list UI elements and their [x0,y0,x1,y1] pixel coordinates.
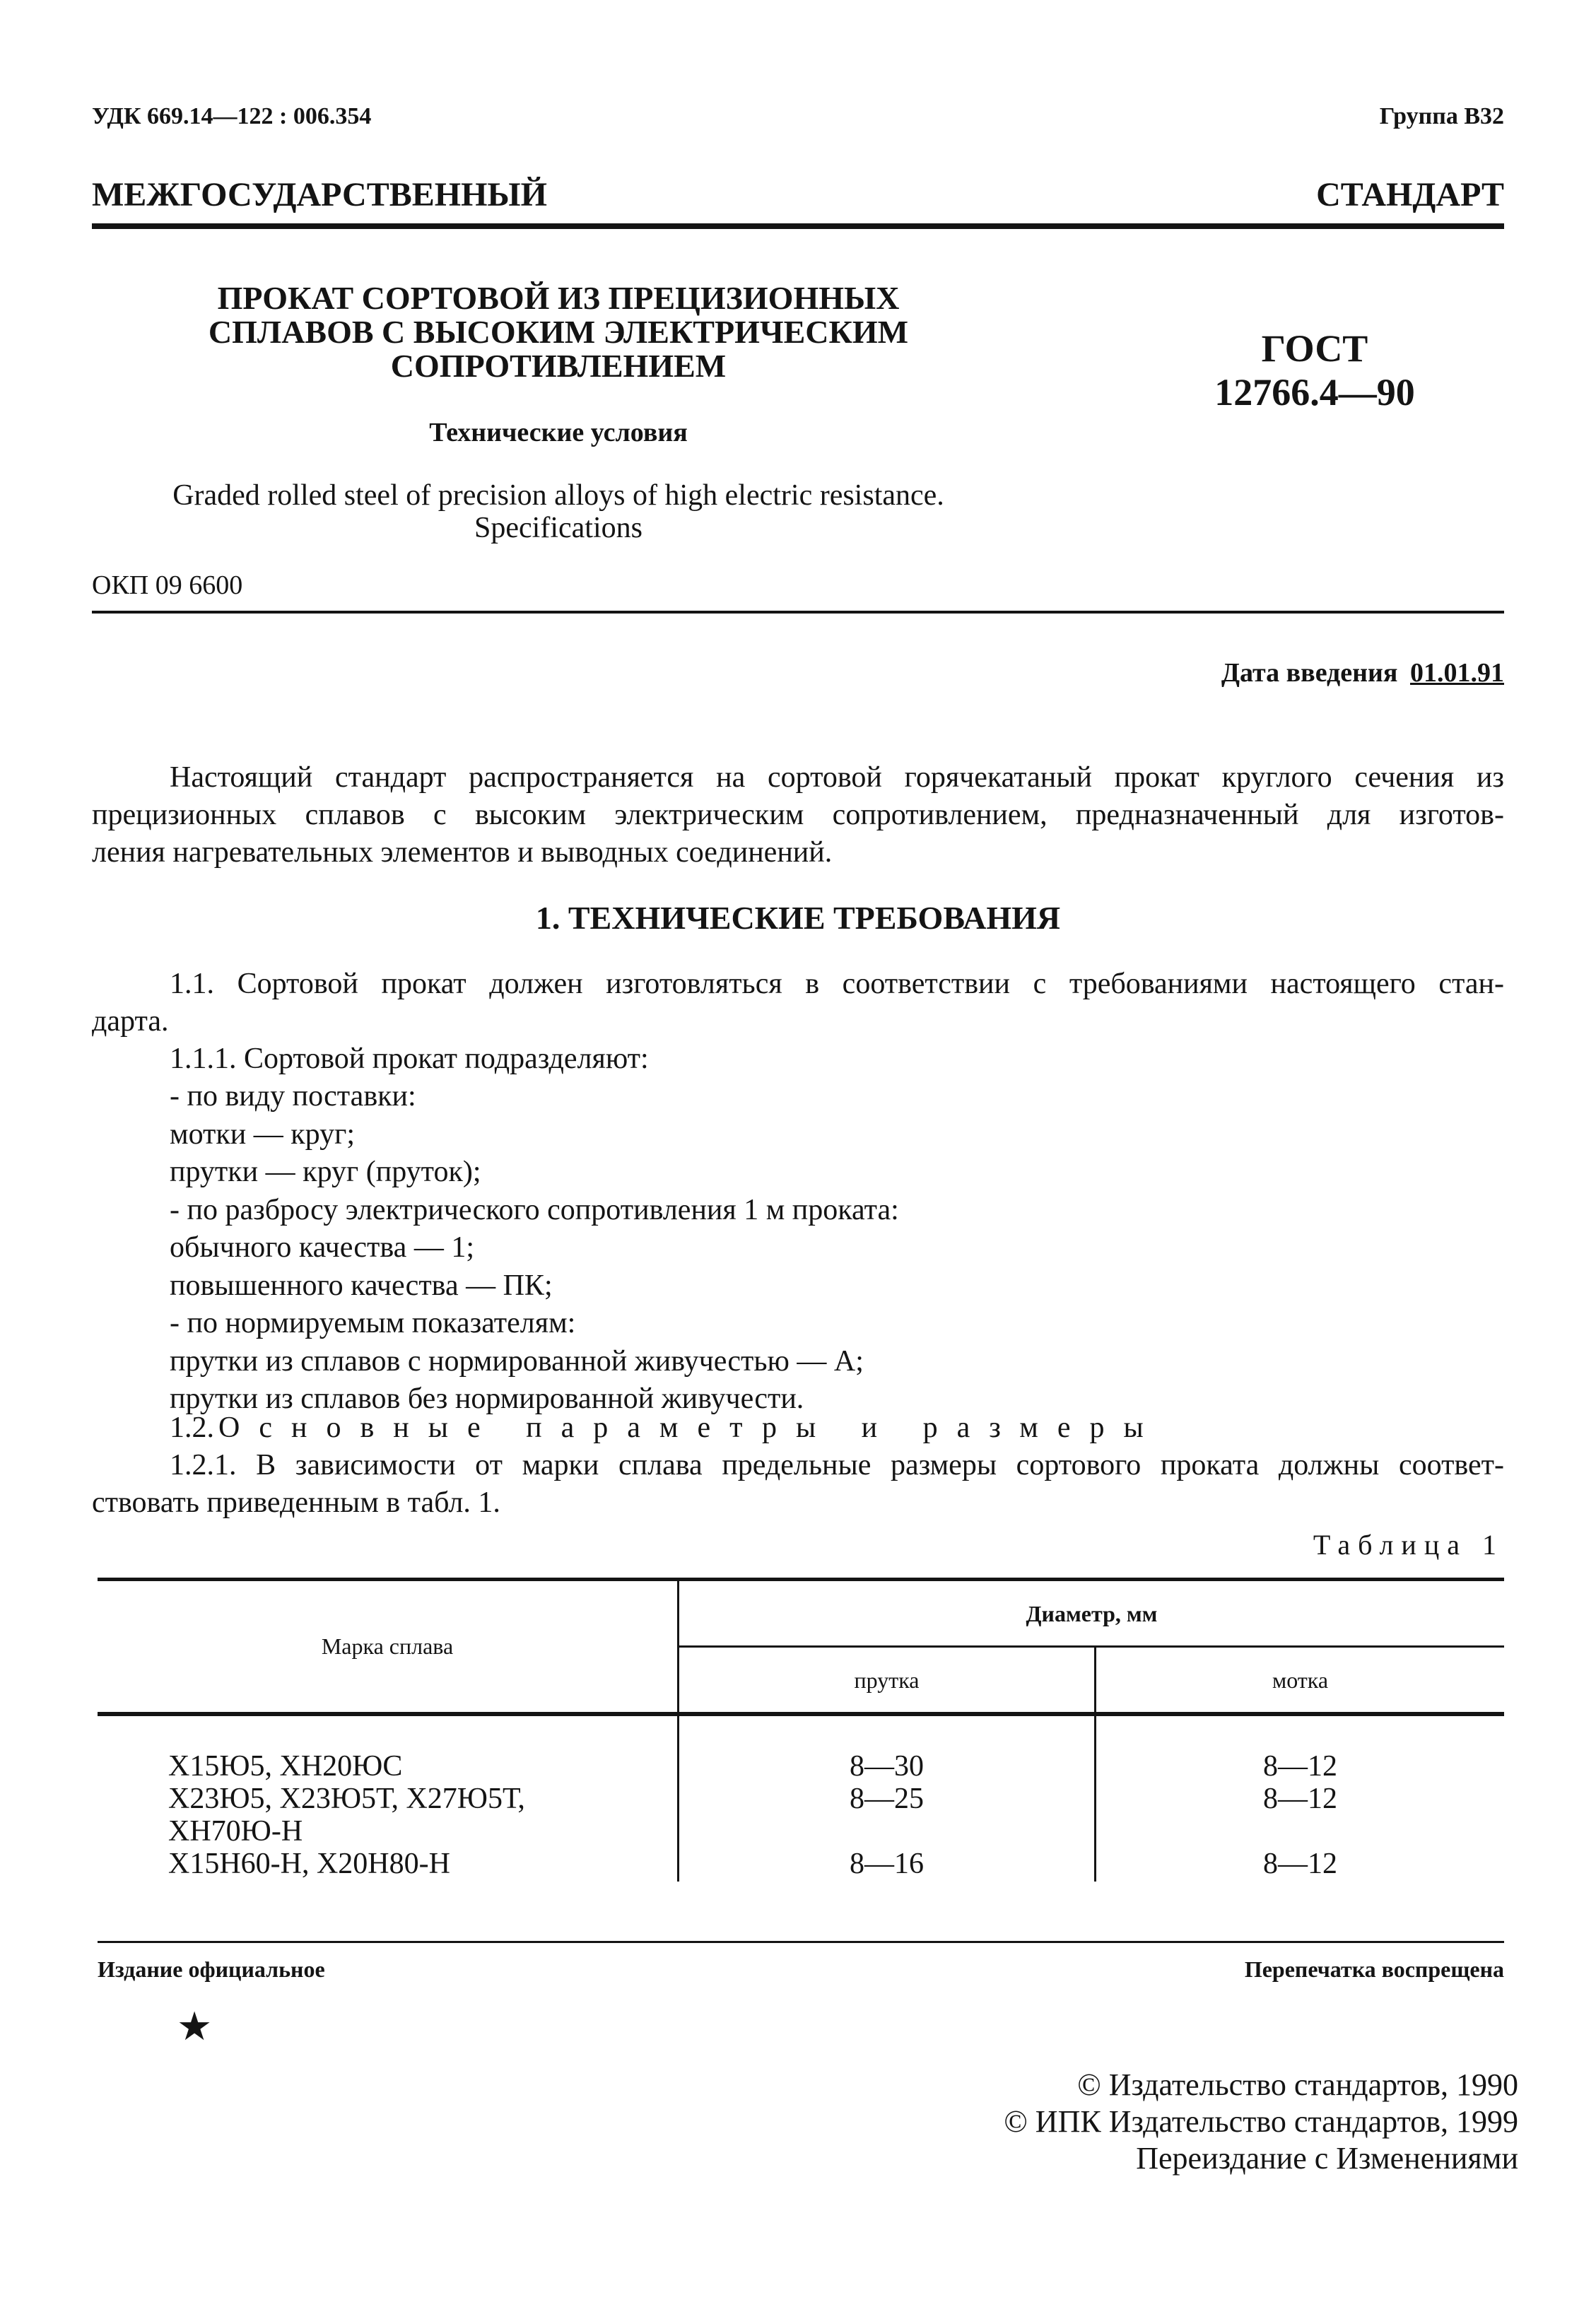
list-item: - по разбросу электрического сопротивления 1 м проката: [170,1193,899,1226]
table-1 [98,1578,1504,1882]
reprint-prohibited-label: Перепечатка воспрещена [1244,1956,1504,1982]
column-header-bar: прутка [854,1667,920,1693]
list-item: прутки — круг (пруток); [170,1156,481,1188]
star-mark: ★ [177,2005,213,2049]
table-top-rule [98,1578,1504,1581]
table-header-rule [98,1712,1504,1716]
standard-banner: МЕЖГОСУДАРСТВЕННЫЙ СТАНДАРТ [92,176,1504,213]
clause-1-1-1: 1.1.1. Сортовой прокат подразделяют: [170,1043,649,1075]
column-header-diameter: Диаметр, мм [1026,1601,1158,1626]
scope-line: ления нагревательных элементов и выводных соединений. [92,836,833,869]
alloy-cell: Х15Ю5, ХН20ЮС [168,1750,403,1783]
copyright-line: Переиздание с Изменениями [1136,2141,1518,2176]
column-header-coil: мотка [1272,1667,1329,1693]
title-rule [92,611,1504,614]
bar-diameter-cell: 8—30 [850,1750,924,1783]
product-classification-list [170,1078,899,1419]
gost-label: ГОСТ [1261,327,1368,370]
section-heading: 1. ТЕХНИЧЕСКИЕ ТРЕБОВАНИЯ [535,900,1061,936]
clause-1-2 [170,1409,1163,1447]
document-title [205,281,912,383]
introduction-date-value: 01.01.91 [1410,658,1504,688]
scope-line: Настоящий стандарт распространяется на сортовой горячекатаный прокат круглого сечения из [170,761,1504,794]
udk-code: УДК 669.14—122 : 006.354 [92,103,372,129]
classification-group: Группа В32 [1379,103,1504,129]
list-item: повышенного качества — ПК; [170,1269,553,1302]
bar-diameter-cell: 8—16 [850,1848,924,1880]
clause-1-2-title: Основные параметры и размеры [218,1412,1163,1444]
coil-diameter-cell: 8—12 [1263,1783,1337,1815]
clause-1-2-1-cont: ствовать приведенным в табл. 1. [92,1486,500,1519]
clause-1-1-cont: дарта. [92,1005,169,1038]
copyright-line: © ИПК Издательство стандартов, 1999 [1004,2104,1518,2139]
list-item: обычного качества — 1; [170,1231,474,1264]
list-item: - по виду поставки: [170,1080,416,1113]
alloy-cell: ХН70Ю-Н [168,1815,303,1848]
footer-rule [98,1941,1504,1943]
clause-1-1: 1.1. Сортовой прокат должен изготовляться в соответствии с требованиями настоящего стан- [170,968,1504,1000]
english-title-line: Graded rolled steel of precision alloys of high electric resistance. [172,479,944,512]
list-item: - по нормируемым показателям: [170,1307,576,1339]
coil-diameter-cell: 8—12 [1263,1848,1337,1880]
clause-1-2-1: 1.2.1. В зависимости от марки сплава предельные размеры сортового проката должны соответ- [170,1449,1504,1481]
english-title [134,479,982,544]
table-subheader-rule [677,1645,1504,1648]
list-item: мотки — круг; [170,1117,356,1151]
banner-rule [92,223,1504,229]
document-subtitle: Технические условия [429,418,688,447]
alloy-cell: Х23Ю5, Х23Ю5Т, Х27Ю5Т, [168,1783,525,1815]
introduction-date-label: Дата введения [1221,658,1398,688]
list-item: прутки из сплавов без нормированной живучести. [170,1383,804,1415]
column-header-alloy: Марка сплава [321,1633,454,1659]
list-item: прутки из сплавов с нормированной живучестью — А; [170,1344,864,1378]
gost-number: 12766.4—90 [1214,371,1415,413]
introduction-date [1221,657,1504,688]
alloy-cell: Х15Н60-Н, Х20Н80-Н [168,1848,450,1880]
english-title-line: Specifications [474,512,642,544]
title-line: СОПРОТИВЛЕНИЕМ [390,348,727,384]
copyright-block [1004,2067,1518,2177]
gost-designation [1202,327,1428,414]
copyright-line: © Издательство стандартов, 1990 [1077,2067,1518,2102]
table-caption: Таблица 1 [1313,1529,1504,1561]
bar-diameter-cell: 8—25 [850,1783,924,1815]
official-edition-label: Издание официальное [98,1956,325,1982]
title-line: ПРОКАТ СОРТОВОЙ ИЗ ПРЕЦИЗИОННЫХ [217,280,900,316]
scope-line: прецизионных сплавов с высоким электрическим сопротивлением, предназначенный для изготов- [92,799,1504,831]
title-line: СПЛАВОВ С ВЫСОКИМ ЭЛЕКТРИЧЕСКИМ [208,314,909,350]
coil-diameter-cell: 8—12 [1263,1750,1337,1783]
okp-code: ОКП 09 6600 [92,570,243,600]
clause-1-2-number: 1.2. [170,1412,214,1444]
